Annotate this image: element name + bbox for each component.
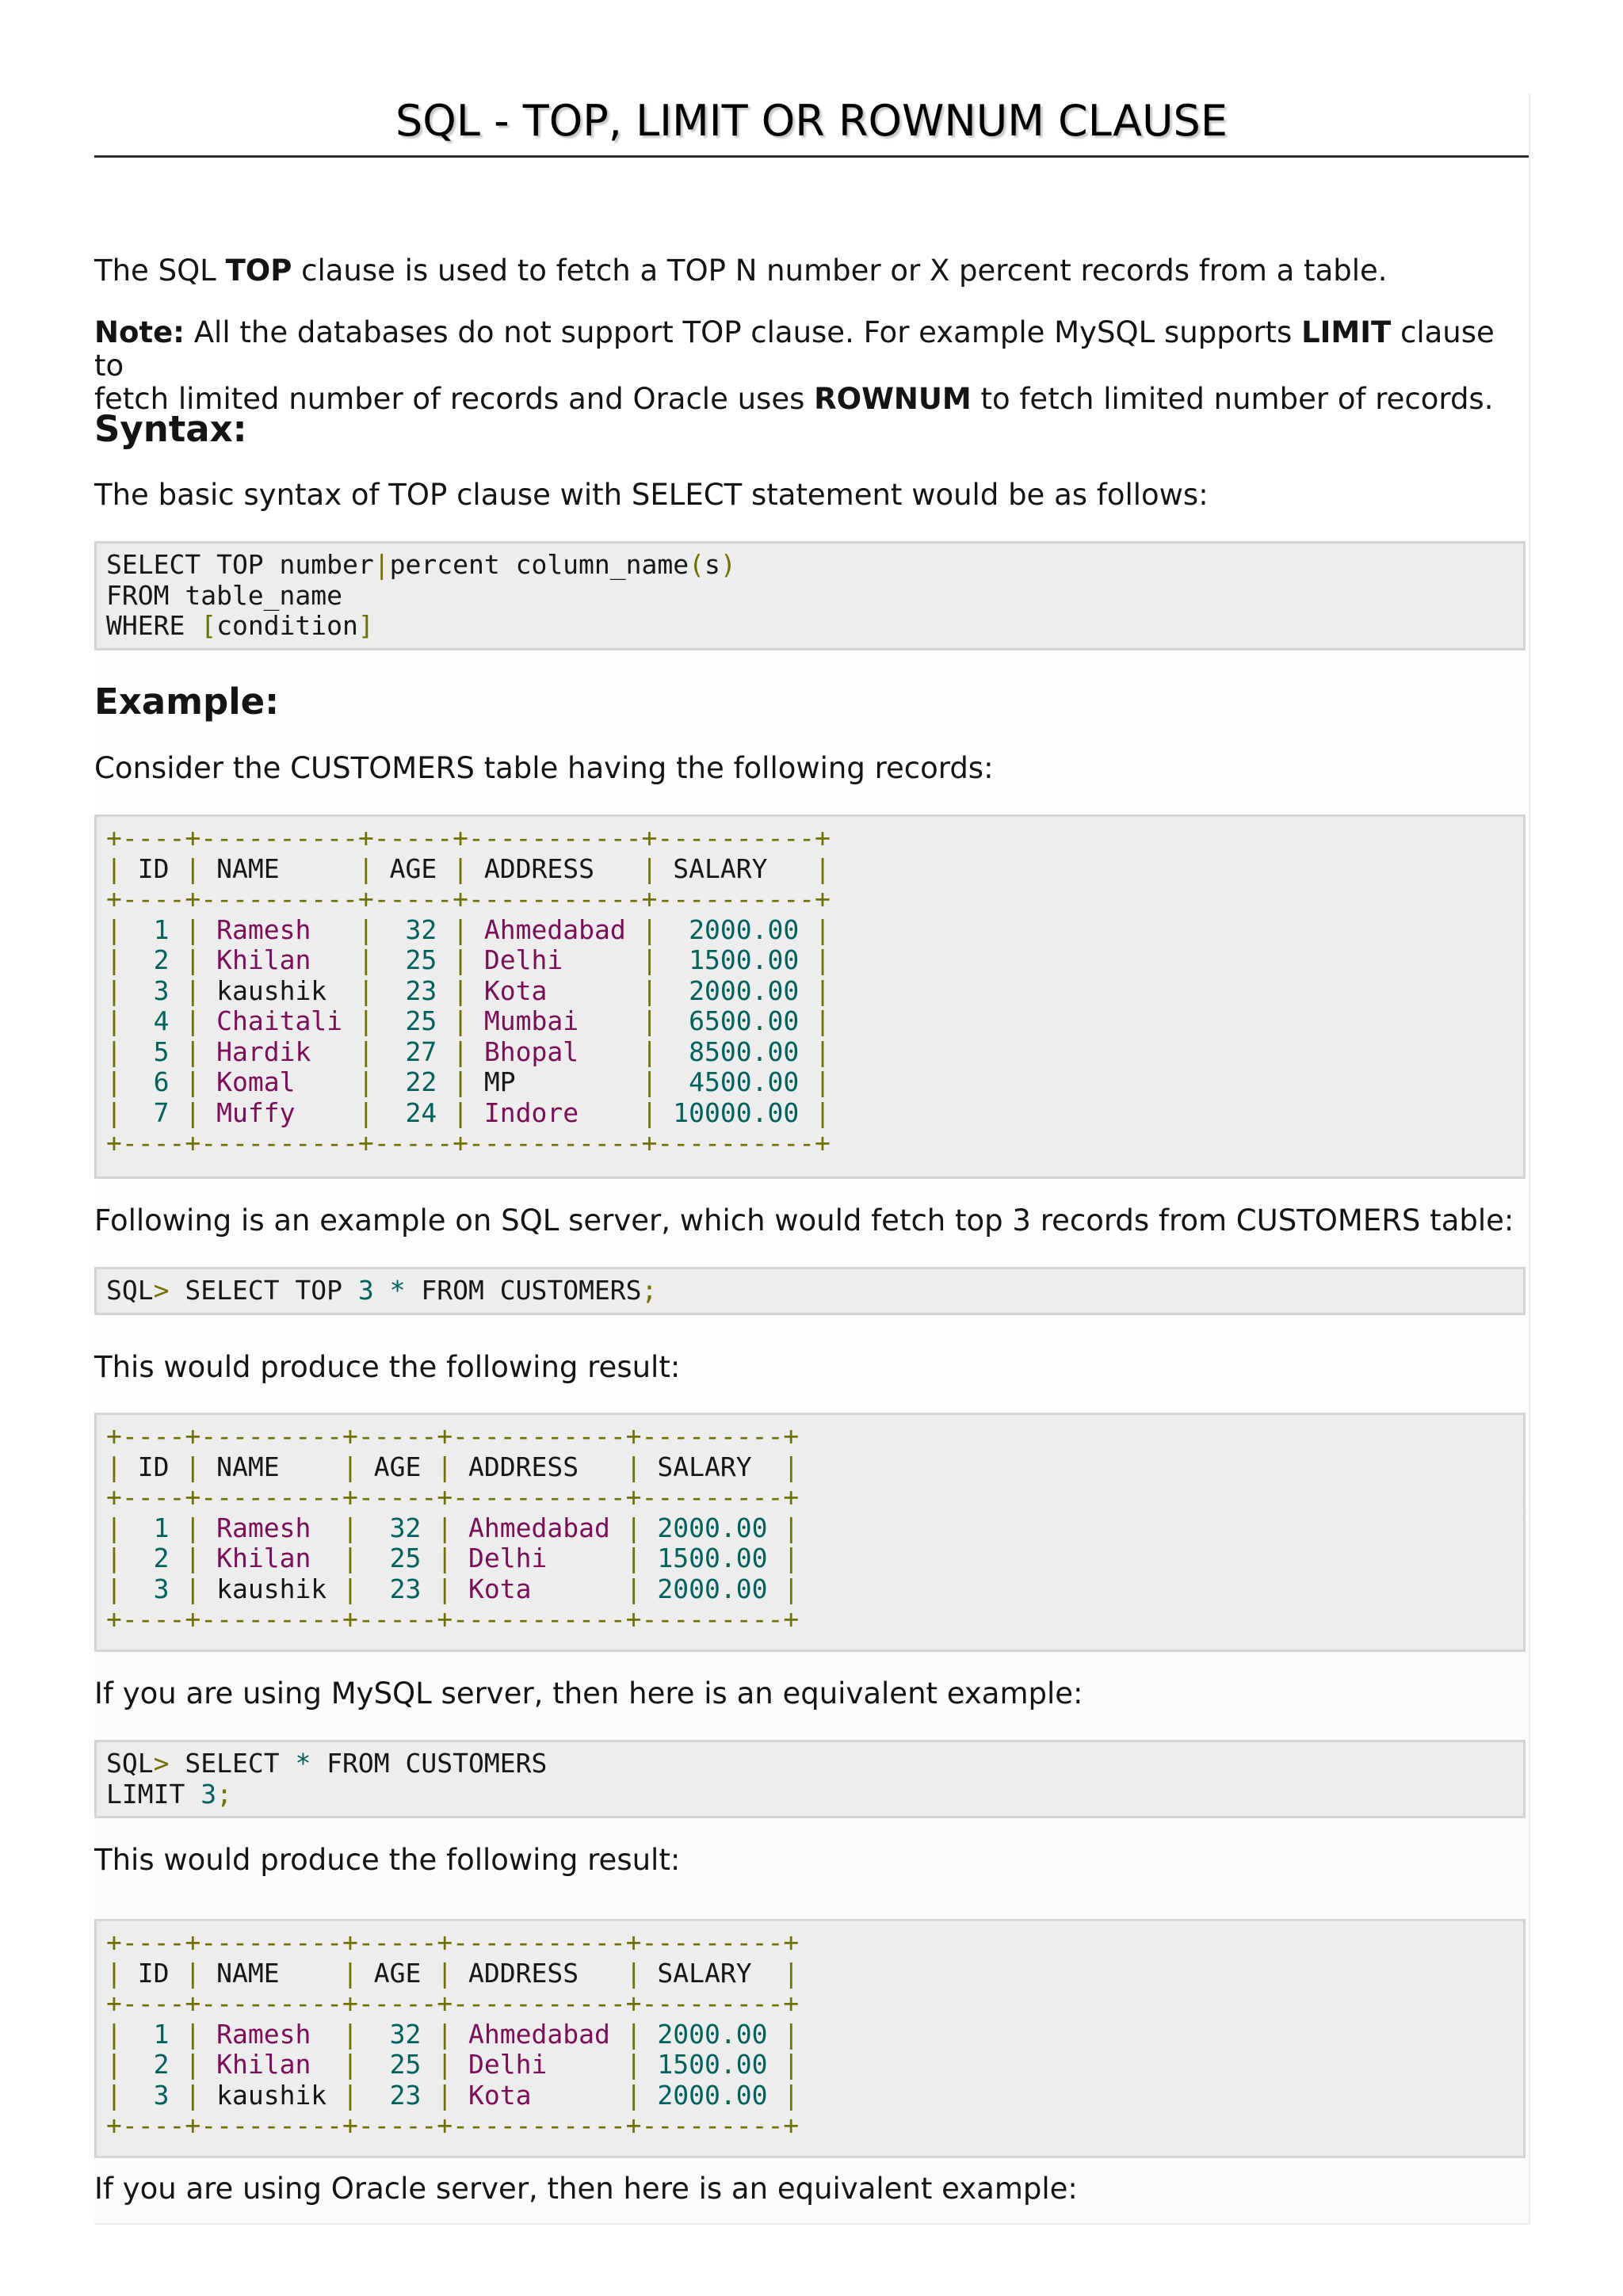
table-cell-id: 1: [121, 2018, 185, 2050]
table-header-name: NAME: [200, 852, 358, 884]
table-cell-age: 25: [357, 2049, 437, 2080]
table-cell-address: Delhi: [468, 944, 642, 975]
table-cell-salary: 2000.00: [641, 1512, 784, 1543]
table-header-row: | ID | NAME | AGE | ADDRESS | SALARY |: [106, 1451, 800, 1482]
table-cell-id: 1: [121, 1512, 185, 1543]
table-border: +----+---------+-----+-----------+---------+: [106, 2110, 800, 2141]
table-cell-address: Delhi: [453, 2049, 626, 2080]
example-heading: Example:: [94, 681, 280, 723]
table-cell-age: 22: [373, 1066, 453, 1097]
table-cell-age: 27: [373, 1035, 453, 1067]
result-table-2: [106, 1928, 862, 2142]
result-table-block-1: [94, 1413, 1526, 1652]
table-header-salary: SALARY: [641, 1957, 784, 1989]
table-header-name: NAME: [200, 1451, 343, 1482]
table-row: | 3 | kaushik | 23 | Kota | 2000.00 |: [106, 1573, 800, 1604]
customers-table: [106, 823, 862, 1159]
table-cell-name: Muffy: [200, 1097, 358, 1128]
table-cell-address: Bhopal: [468, 1035, 642, 1067]
sqlserver-code-block: SQL> SELECT TOP 3 * FROM CUSTOMERS;: [94, 1267, 1526, 1315]
table-cell-salary: 2000.00: [657, 913, 815, 945]
table-header-id: ID: [121, 1451, 185, 1482]
table-cell-name: Hardik: [200, 1035, 358, 1067]
table-cell-name: kaushik: [200, 1573, 343, 1604]
table-cell-salary: 4500.00: [657, 1066, 815, 1097]
table-cell-address: Ahmedabad: [453, 1512, 626, 1543]
table-row: | 4 | Chaitali | 25 | Mumbai | 6500.00 |: [106, 1005, 831, 1036]
table-cell-salary: 6500.00: [657, 1005, 815, 1036]
table-header-salary: SALARY: [657, 852, 815, 884]
result-description-1: This would produce the following result:: [94, 1350, 681, 1384]
table-cell-address: MP: [468, 1066, 642, 1097]
table-cell-name: Khilan: [200, 1543, 343, 1573]
table-cell-age: 23: [357, 2079, 437, 2111]
table-cell-id: 2: [121, 2049, 185, 2080]
note-paragraph: Note: All the databases do not support TOP clause. For example MySQL supports LIMIT clause to fetch limited number of records and Oracle uses ROWNUM to fetch limited number of records.: [94, 315, 1495, 416]
table-border: +----+---------+-----+-----------+---------+: [106, 1604, 800, 1634]
syntax-code-block: SELECT TOP number|percent column_name(s) FROM table_name WHERE [condition]: [94, 541, 1526, 650]
table-row: | 1 | Ramesh | 32 | Ahmedabad | 2000.00 |: [106, 913, 831, 945]
table-cell-id: 1: [121, 913, 185, 945]
document-page: [94, 93, 1530, 2225]
table-cell-id: 3: [121, 1573, 185, 1604]
table-row: | 1 | Ramesh | 32 | Ahmedabad | 2000.00 |: [106, 2018, 800, 2050]
table-cell-id: 3: [121, 974, 185, 1006]
table-cell-age: 32: [357, 1512, 437, 1543]
table-cell-id: 6: [121, 1066, 185, 1097]
page-title: SQL - TOP, LIMIT OR ROWNUM CLAUSE: [94, 93, 1529, 158]
table-cell-name: Ramesh: [200, 913, 358, 945]
table-border: +----+---------+-----+-----------+---------+: [106, 1927, 800, 1958]
table-cell-age: 24: [373, 1097, 453, 1128]
table-border: +----+----------+-----+-----------+----------+: [106, 1127, 831, 1158]
table-header-age: AGE: [357, 1451, 437, 1482]
table-header-salary: SALARY: [641, 1451, 784, 1482]
table-row: | 5 | Hardik | 27 | Bhopal | 8500.00 |: [106, 1035, 831, 1067]
table-cell-salary: 1500.00: [641, 1543, 784, 1573]
table-cell-id: 7: [121, 1097, 185, 1128]
result-description-2: This would produce the following result:: [94, 1843, 681, 1877]
table-cell-address: Ahmedabad: [453, 2018, 626, 2050]
table-cell-name: Khilan: [200, 944, 358, 975]
oracle-description: If you are using Oracle server, then here is an equivalent example:: [94, 2172, 1078, 2206]
table-header-age: AGE: [373, 852, 453, 884]
result-table-block-2: [94, 1919, 1526, 2158]
table-border: +----+---------+-----+-----------+---------+: [106, 1421, 800, 1451]
table-cell-salary: 8500.00: [657, 1035, 815, 1067]
table-cell-age: 25: [373, 1005, 453, 1036]
table-header-age: AGE: [357, 1957, 437, 1989]
table-cell-age: 25: [373, 944, 453, 975]
table-cell-name: kaushik: [200, 974, 358, 1006]
mysql-description: If you are using MySQL server, then here is an equivalent example:: [94, 1676, 1083, 1711]
table-cell-name: Ramesh: [200, 2018, 343, 2050]
table-cell-id: 5: [121, 1035, 185, 1067]
table-header-row: | ID | NAME | AGE | ADDRESS | SALARY |: [106, 1957, 800, 1989]
customers-table-block: [94, 814, 1526, 1179]
table-cell-name: Chaitali: [200, 1005, 358, 1036]
table-row: | 7 | Muffy | 24 | Indore | 10000.00 |: [106, 1097, 831, 1128]
table-cell-id: 4: [121, 1005, 185, 1036]
table-cell-age: 32: [357, 2018, 437, 2050]
table-header-id: ID: [121, 852, 185, 884]
example-description: Consider the CUSTOMERS table having the following records:: [94, 751, 994, 785]
table-cell-age: 23: [357, 1573, 437, 1604]
table-header-address: ADDRESS: [453, 1957, 626, 1989]
table-cell-address: Mumbai: [468, 1005, 642, 1036]
table-border: +----+---------+-----+-----------+---------+: [106, 1482, 800, 1512]
syntax-description: The basic syntax of TOP clause with SELECT statement would be as follows:: [94, 478, 1209, 512]
table-cell-salary: 2000.00: [641, 2018, 784, 2050]
table-cell-age: 23: [373, 974, 453, 1006]
table-row: | 2 | Khilan | 25 | Delhi | 1500.00 |: [106, 944, 831, 975]
table-cell-name: Komal: [200, 1066, 358, 1097]
table-cell-salary: 2000.00: [641, 2079, 784, 2111]
table-cell-salary: 1500.00: [657, 944, 815, 975]
sqlserver-description: Following is an example on SQL server, which would fetch top 3 records from CUSTOMERS table:: [94, 1203, 1514, 1238]
table-cell-id: 3: [121, 2079, 185, 2111]
table-cell-age: 32: [373, 913, 453, 945]
table-cell-name: Ramesh: [200, 1512, 343, 1543]
mysql-code-block: SQL> SELECT * FROM CUSTOMERS LIMIT 3;: [94, 1740, 1526, 1818]
table-cell-address: Kota: [468, 974, 642, 1006]
table-cell-salary: 1500.00: [641, 2049, 784, 2080]
table-cell-salary: 2000.00: [657, 974, 815, 1006]
table-row: | 3 | kaushik | 23 | Kota | 2000.00 |: [106, 974, 831, 1006]
table-cell-address: Indore: [468, 1097, 642, 1128]
table-border: +----+----------+-----+-----------+----------+: [106, 822, 831, 853]
table-row: | 2 | Khilan | 25 | Delhi | 1500.00 |: [106, 1543, 800, 1573]
table-row: | 6 | Komal | 22 | MP | 4500.00 |: [106, 1066, 831, 1097]
table-cell-address: Kota: [453, 2079, 626, 2111]
table-cell-name: Khilan: [200, 2049, 343, 2080]
table-cell-age: 25: [357, 1543, 437, 1573]
table-header-address: ADDRESS: [468, 852, 642, 884]
table-row: | 2 | Khilan | 25 | Delhi | 1500.00 |: [106, 2049, 800, 2080]
table-header-name: NAME: [200, 1957, 343, 1989]
table-cell-id: 2: [121, 1543, 185, 1573]
table-cell-address: Ahmedabad: [468, 913, 642, 945]
table-row: | 1 | Ramesh | 32 | Ahmedabad | 2000.00 |: [106, 1512, 800, 1543]
table-cell-id: 2: [121, 944, 185, 975]
table-header-id: ID: [121, 1957, 185, 1989]
table-cell-salary: 10000.00: [657, 1097, 815, 1128]
table-border: +----+----------+-----+-----------+----------+: [106, 883, 831, 914]
table-header-address: ADDRESS: [453, 1451, 626, 1482]
table-cell-address: Kota: [453, 1573, 626, 1604]
table-cell-salary: 2000.00: [641, 1573, 784, 1604]
result-table-1: [106, 1421, 862, 1635]
table-border: +----+---------+-----+-----------+---------+: [106, 1988, 800, 2019]
table-row: | 3 | kaushik | 23 | Kota | 2000.00 |: [106, 2079, 800, 2111]
table-header-row: | ID | NAME | AGE | ADDRESS | SALARY |: [106, 852, 831, 884]
intro-paragraph: The SQL TOP clause is used to fetch a TOP N number or X percent records from a table.: [94, 254, 1388, 288]
table-cell-address: Delhi: [453, 1543, 626, 1573]
table-cell-name: kaushik: [200, 2079, 343, 2111]
syntax-heading: Syntax:: [94, 408, 247, 450]
